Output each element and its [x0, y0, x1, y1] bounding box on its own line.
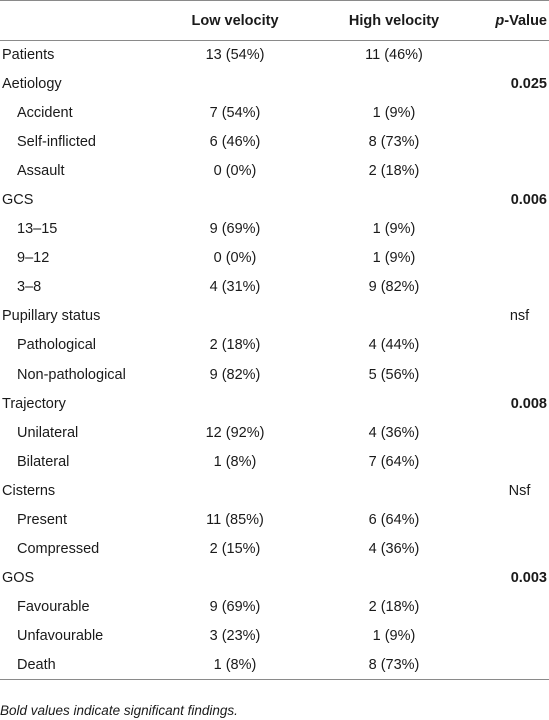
- table-subrow: [0, 534, 549, 563]
- table-body: [0, 41, 549, 680]
- table-subrow: [0, 99, 549, 128]
- high-velocity-value: 1 (9%): [372, 105, 416, 122]
- high-velocity-value: 8 (73%): [304, 650, 484, 679]
- row-label: Pupillary status: [2, 308, 101, 325]
- table-subrow: [0, 331, 549, 360]
- table-subrow: [0, 592, 549, 621]
- high-velocity-value: 1 (9%): [372, 627, 416, 644]
- p-value: 0.025: [510, 76, 547, 93]
- low-velocity-value: 9 (69%): [209, 221, 261, 238]
- table-subrow: [0, 650, 549, 679]
- row-label: Unilateral: [17, 424, 79, 441]
- high-velocity-value: 1 (9%): [372, 250, 416, 267]
- header-p-value: [484, 1, 549, 41]
- table-subrow: [0, 505, 549, 534]
- p-value: 0.008: [510, 395, 547, 412]
- high-velocity-value: [304, 389, 484, 418]
- high-velocity-value: 8 (73%): [368, 134, 420, 151]
- high-velocity-value: 4 (36%): [368, 424, 420, 441]
- row-label: Death: [0, 650, 166, 679]
- low-velocity-value: 2 (18%): [209, 337, 261, 354]
- high-velocity-value: [304, 302, 484, 331]
- header-high-velocity: High velocity: [304, 1, 484, 41]
- low-velocity-value: 9 (69%): [209, 598, 261, 615]
- low-velocity-value: 0 (0%): [213, 250, 257, 267]
- low-velocity-value: [166, 476, 304, 505]
- row-label: Unfavourable: [17, 627, 104, 644]
- p-value: [484, 215, 549, 244]
- p-value: [484, 128, 549, 157]
- table-subrow: [0, 447, 549, 476]
- p-value: [484, 505, 549, 534]
- table-subrow: [0, 157, 549, 186]
- high-velocity-value: 5 (56%): [368, 366, 420, 383]
- low-velocity-value: 13 (54%): [205, 47, 265, 64]
- row-label: 13–15: [17, 221, 58, 238]
- table-category-row: [0, 476, 549, 505]
- p-value: nsf: [509, 308, 530, 325]
- row-label: Favourable: [17, 598, 90, 615]
- low-velocity-value: 9 (82%): [209, 366, 261, 383]
- table-footnote: Bold values indicate significant findings.: [0, 703, 238, 718]
- p-value: [484, 360, 549, 389]
- p-value: [484, 650, 549, 679]
- table-category-row: [0, 563, 549, 592]
- p-value: 0.003: [510, 569, 547, 586]
- table-subrow: [0, 273, 549, 302]
- header-p-suffix: -Value: [504, 12, 547, 29]
- table-category-row: [0, 41, 549, 70]
- p-value: [484, 447, 549, 476]
- p-value: [484, 534, 549, 563]
- table-category-row: [0, 302, 549, 331]
- high-velocity-value: 1 (9%): [372, 221, 416, 238]
- row-label: Patients: [2, 47, 55, 64]
- row-label: Trajectory: [2, 395, 66, 412]
- row-label: GOS: [2, 569, 35, 586]
- low-velocity-value: 12 (92%): [205, 424, 265, 441]
- row-label: GCS: [2, 192, 34, 209]
- low-velocity-value: [166, 70, 304, 99]
- low-velocity-value: 1 (8%): [213, 453, 257, 470]
- high-velocity-value: [304, 186, 484, 215]
- low-velocity-value: [166, 302, 304, 331]
- low-velocity-value: 7 (54%): [209, 105, 261, 122]
- p-value: [484, 157, 549, 186]
- header-label-column: [0, 1, 166, 41]
- table-header-row: [0, 1, 549, 41]
- high-velocity-value: [304, 563, 484, 592]
- high-velocity-value: 4 (44%): [368, 337, 420, 354]
- table-subrow: [0, 360, 549, 389]
- table-subrow: [0, 621, 549, 650]
- row-label: Cisterns: [2, 482, 56, 499]
- p-value: [484, 331, 549, 360]
- p-value: Nsf: [508, 482, 531, 499]
- p-value: [484, 621, 549, 650]
- low-velocity-value: [166, 389, 304, 418]
- low-velocity-value: [166, 186, 304, 215]
- row-label: Self-inflicted: [17, 134, 96, 151]
- table-subrow: [0, 215, 549, 244]
- low-velocity-value: 11 (85%): [206, 511, 264, 528]
- table-subrow: [0, 418, 549, 447]
- low-velocity-value: 2 (15%): [209, 540, 261, 557]
- table-subrow: [0, 244, 549, 273]
- high-velocity-value: 7 (64%): [368, 453, 420, 470]
- p-value: [484, 273, 549, 302]
- table-category-row: [0, 186, 549, 215]
- low-velocity-value: 0 (0%): [213, 163, 257, 180]
- row-label: Pathological: [17, 337, 96, 354]
- p-value: [484, 41, 549, 70]
- high-velocity-value: 2 (18%): [368, 598, 420, 615]
- row-label: Aetiology: [2, 76, 62, 93]
- row-label: Non-pathological: [17, 366, 126, 383]
- low-velocity-value: 6 (46%): [209, 134, 261, 151]
- row-label: 9–12: [17, 250, 50, 267]
- table-category-row: [0, 389, 549, 418]
- p-value: 0.006: [510, 192, 547, 209]
- row-label: Bilateral: [17, 453, 70, 470]
- high-velocity-value: 6 (64%): [368, 511, 420, 528]
- high-velocity-value: 2 (18%): [368, 163, 420, 180]
- header-p-italic: p: [495, 12, 505, 29]
- table-subrow: [0, 128, 549, 157]
- p-value: [484, 244, 549, 273]
- high-velocity-value: [304, 476, 484, 505]
- low-velocity-value: 4 (31%): [209, 279, 261, 296]
- low-velocity-value: 1 (8%): [166, 650, 304, 679]
- low-velocity-value: [166, 563, 304, 592]
- header-low-velocity: Low velocity: [166, 1, 304, 41]
- row-label: Assault: [17, 163, 65, 180]
- p-value: [484, 418, 549, 447]
- p-value: [484, 592, 549, 621]
- p-value: [484, 99, 549, 128]
- high-velocity-value: 4 (36%): [368, 540, 420, 557]
- row-label: Present: [17, 511, 67, 528]
- table-category-row: [0, 70, 549, 99]
- row-label: Compressed: [17, 540, 100, 557]
- high-velocity-value: [304, 70, 484, 99]
- row-label: 3–8: [17, 279, 42, 296]
- high-velocity-value: 11 (46%): [365, 47, 423, 64]
- low-velocity-value: 3 (23%): [209, 627, 261, 644]
- row-label: Accident: [17, 105, 73, 122]
- high-velocity-value: 9 (82%): [368, 279, 420, 296]
